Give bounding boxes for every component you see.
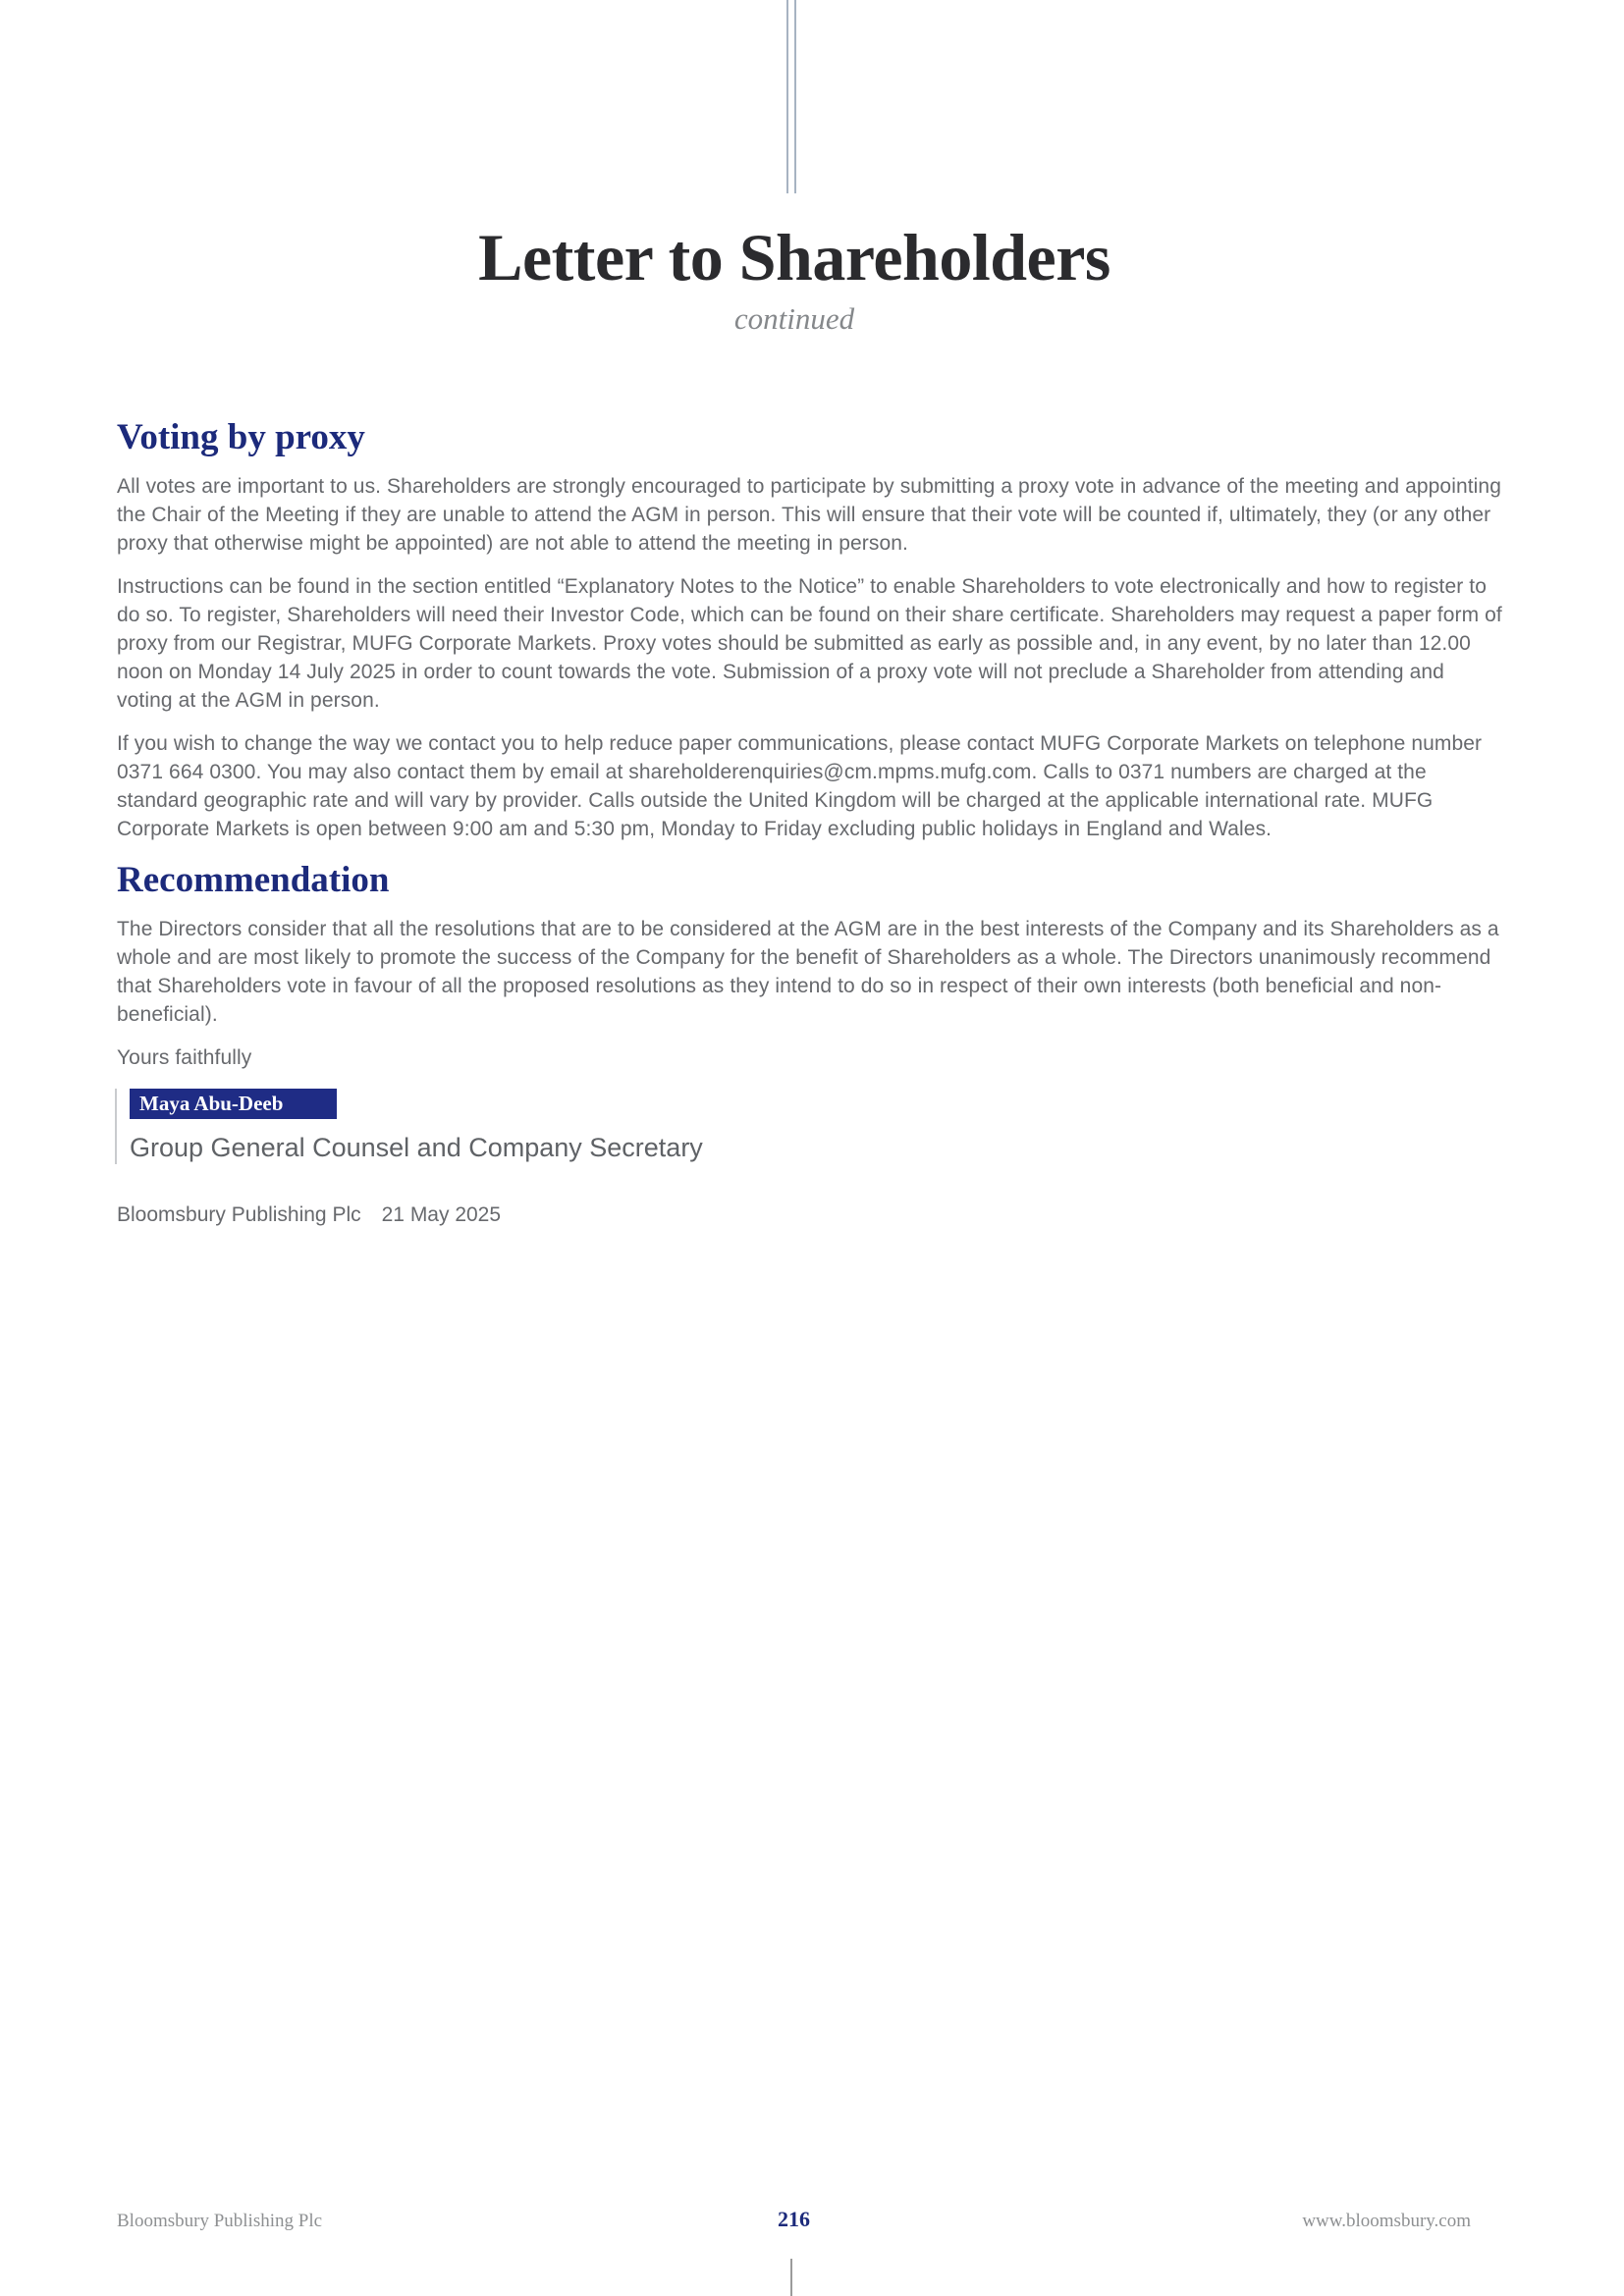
paragraph-voting-3: If you wish to change the way we contact you to help reduce paper communications, please contact MUFG Corporate Markets on telephone number 0371 664 0300. You may also contact them by email at shareholderenquiries@cm.mpms.mufg.com. Calls to 0371 numbers are charged at the standard geographic rate and will vary by provider. Calls outside the United Kingdom will be charged at the applicable international rate. MUFG Corporate Markets is open between 9:00 am and 5:30 pm, Monday to Friday excluding public holidays in England and Wales. [117,732,1483,840]
top-double-rule [786,0,796,193]
company-date-line [117,1201,1503,1229]
valediction: Yours faithfully [117,1046,252,1069]
paragraph-recommendation-1: The Directors consider that all the resolutions that are to be considered at the AGM are in the best interests of the Company and its Shareholders as a whole and are most likely to promote the success of the Company for the benefit of Shareholders as a whole. The Directors unanimously recommend that Shareholders vote in favour of all the proposed resolutions as they intend to do so in respect of their own interests (both beneficial and non-beneficial). [117,918,1499,1026]
letter-body [117,416,1503,1229]
signature-block [115,1089,1503,1164]
top-rule-left [786,0,788,193]
document-header [0,220,1589,338]
bottom-rule [790,2259,792,2296]
section-heading-recommendation: Recommendation [117,860,390,900]
page-subtitle: continued [733,301,855,336]
page-footer [117,2208,1471,2233]
signatory-name: Maya Abu-Deeb [139,1092,284,1115]
page-title: Letter to Shareholders [478,220,1110,294]
top-rule-right [794,0,796,193]
signatory-role: Group General Counsel and Company Secretary [130,1133,703,1162]
footer-website: www.bloomsbury.com [1302,2211,1471,2231]
paragraph-voting-1: All votes are important to us. Shareholders are strongly encouraged to participate by submitting a proxy vote in advance of the meeting and appointing the Chair of the Meeting if they are unable to attend the AGM in person. This will ensure that their vote will be counted if, ultimately, they (or any other proxy that otherwise might be appointed) are not able to attend the meeting in person. [117,475,1501,555]
signatory-name-box [130,1089,337,1119]
paragraph-voting-2: Instructions can be found in the section entitled “Explanatory Notes to the Notice” to enable Shareholders to vote electronically and how to register to do so. To register, Shareholders will need their Investor Code, which can be found on their share certificate. Shareholders may request a paper form of proxy from our Registrar, MUFG Corporate Markets. Proxy votes should be submitted as early as possible and, in any event, by no later than 12.00 noon on Monday 14 July 2025 in order to count towards the vote. Submission of a proxy vote will not preclude a Shareholder from attending and voting at the AGM in person. [117,575,1502,712]
letter-date: 21 May 2025 [381,1203,502,1226]
company-name: Bloomsbury Publishing Plc [117,1203,361,1226]
section-recommendation [117,859,1503,1029]
page-number: 216 [778,2207,810,2231]
footer-company: Bloomsbury Publishing Plc [117,2211,323,2231]
section-voting-by-proxy [117,416,1503,843]
section-heading-voting-by-proxy: Voting by proxy [117,417,365,457]
